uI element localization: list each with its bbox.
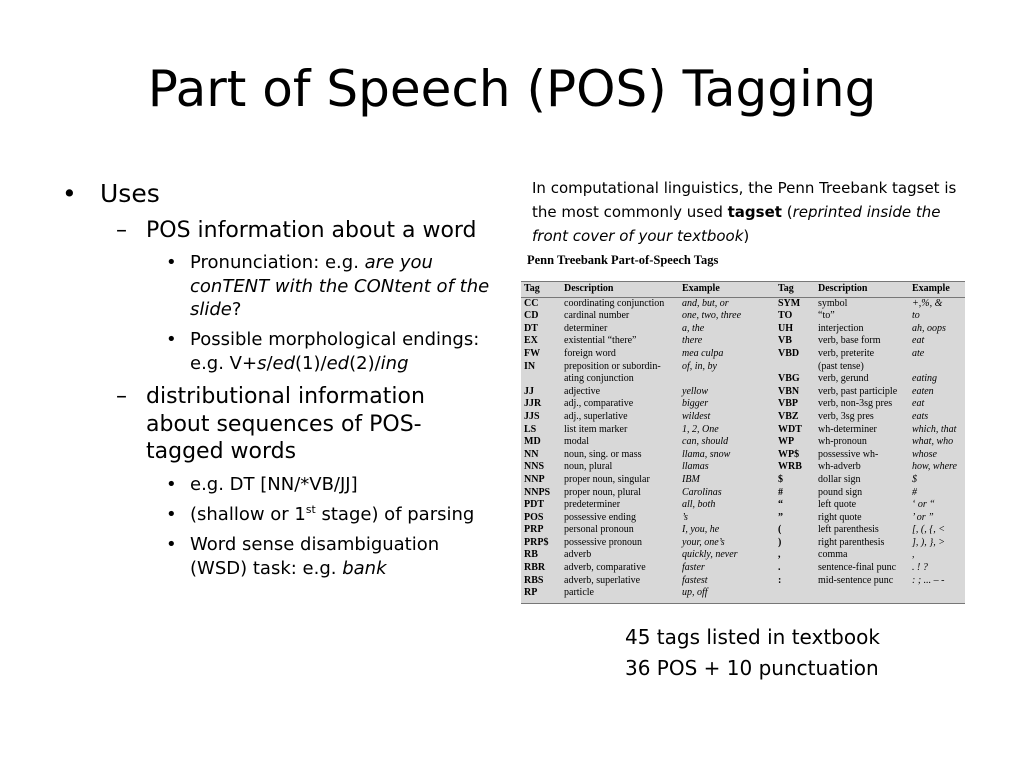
table-cell: IN	[524, 360, 536, 372]
table-row	[521, 297, 965, 310]
table-cell: adj., comparative	[564, 398, 634, 410]
table-cell: FW	[524, 347, 541, 359]
table-cell: NNP	[524, 473, 545, 485]
table-row	[521, 587, 965, 600]
table-cell	[521, 373, 561, 386]
penn-treebank-intro	[532, 176, 962, 248]
table-cell: bigger	[682, 398, 709, 410]
table-cell: VBP	[778, 398, 798, 410]
table-row	[521, 335, 965, 348]
table-cell: yellow	[682, 385, 709, 397]
wsd-example: bank	[342, 557, 387, 579]
table-row	[521, 474, 965, 487]
table-cell: llamas	[682, 461, 709, 473]
table-cell: WP$	[778, 448, 800, 460]
table-cell: how, where	[912, 461, 957, 473]
table-cell: cardinal number	[564, 310, 630, 322]
table-cell: whose	[912, 448, 937, 460]
table-row	[521, 373, 965, 386]
table-cell: right parenthesis	[818, 536, 885, 548]
table-cell: 1, 2, One	[682, 423, 719, 435]
table-cell: personal pronoun	[564, 524, 634, 536]
table-cell: [, (, {, <	[912, 524, 945, 536]
table-cell: there	[682, 335, 703, 347]
bullet-dot-icon: •	[166, 252, 177, 274]
table-cell: VBD	[778, 347, 800, 359]
table-cell: JJR	[524, 398, 542, 410]
table-cell: IBM	[682, 473, 700, 485]
table-row	[521, 562, 965, 575]
table-cell: WDT	[778, 423, 802, 435]
table-row	[521, 436, 965, 449]
table-cell: predeterminer	[564, 499, 621, 511]
table-cell: ate	[912, 347, 925, 359]
pronunciation-suffix: ?	[231, 299, 242, 321]
table-header-cell: Description	[815, 282, 909, 297]
table-cell: one, two, three	[682, 310, 742, 322]
table-cell: verb, 3sg pres	[818, 410, 874, 422]
table-cell: ,	[912, 549, 915, 561]
table-cell: wh-pronoun	[818, 436, 867, 448]
table-cell	[815, 587, 909, 600]
table-cell: WP	[778, 436, 795, 448]
distributional-text: distributional information about sequences of POS-tagged words	[146, 384, 425, 465]
table-row	[521, 461, 965, 474]
table-cell: adj., superlative	[564, 410, 628, 422]
table-cell: symbol	[818, 297, 848, 309]
table-header-cell: Description	[561, 282, 679, 297]
morph-n2: (2)/	[349, 352, 381, 374]
table-cell: RBR	[524, 562, 546, 574]
dash-icon: –	[116, 384, 127, 410]
table-cell: can, should	[682, 436, 729, 448]
table-cell: UH	[778, 322, 793, 334]
pronunciation-example: are you conTENT with the CONtent of the slide	[190, 252, 490, 321]
table-cell: verb, preterite	[818, 347, 875, 359]
table-cell: ], ), }, >	[912, 536, 945, 548]
table-cell: dollar sign	[818, 473, 861, 485]
table-cell: PDT	[524, 499, 544, 511]
table-cell: : ; ... – -	[912, 574, 945, 586]
morph-ed2: ed	[326, 352, 350, 374]
table-cell: modal	[564, 436, 589, 448]
bullet-dot-icon: •	[166, 534, 177, 556]
table-cell: mid-sentence punc	[818, 574, 894, 586]
table-cell: I, you, he	[682, 524, 720, 536]
table-cell: left parenthesis	[818, 524, 879, 536]
table-cell: verb, past participle	[818, 385, 898, 397]
morph-prefix: Possible morphological endings: e.g. V+	[190, 329, 480, 374]
table-cell: noun, sing. or mass	[564, 448, 642, 460]
table-cell: foreign word	[564, 347, 616, 359]
table-cell: +,%, &	[912, 297, 943, 309]
subbullet-pos-info	[62, 217, 492, 245]
table-cell: list item marker	[564, 423, 628, 435]
table-cell: “	[778, 499, 783, 511]
morph-sep: /	[266, 352, 273, 374]
table-cell: coordinating conjunction	[564, 297, 665, 309]
tag-count-summary	[625, 622, 880, 684]
footer-line-1: 45 tags listed in textbook	[625, 625, 880, 649]
table-cell: VBN	[778, 385, 800, 397]
table-cell: “to”	[818, 310, 835, 322]
pos-tag-table	[521, 282, 965, 600]
table-cell: )	[778, 536, 782, 548]
table-cell	[775, 361, 815, 374]
table-cell: fastest	[682, 574, 708, 586]
table-row	[521, 411, 965, 424]
table-row	[521, 348, 965, 361]
table-cell: adjective	[564, 385, 601, 397]
table-cell	[679, 373, 775, 386]
table-cell: CC	[524, 297, 539, 309]
shallow-sup: st	[305, 503, 316, 517]
table-cell: MD	[524, 436, 541, 448]
table-cell: eat	[912, 335, 925, 347]
table-cell: and, but, or	[682, 297, 729, 309]
bullet-dot-icon: •	[62, 179, 77, 208]
item-pronunciation	[62, 251, 492, 321]
table-title: Penn Treebank Part-of-Speech Tags	[527, 253, 719, 267]
table-cell: Carolinas	[682, 486, 722, 498]
table-cell: $	[912, 473, 917, 485]
table-cell: verb, gerund	[818, 373, 869, 385]
table-cell: wh-determiner	[818, 423, 877, 435]
table-cell: possessive pronoun	[564, 536, 643, 548]
footer-line-2: 36 POS + 10 punctuation	[625, 656, 879, 680]
table-row	[521, 512, 965, 525]
table-cell: all, both	[682, 499, 716, 511]
table-cell: #	[778, 486, 783, 498]
table-cell: a, the	[682, 322, 705, 334]
dt-example-text: e.g. DT [NN/*VB/JJ]	[190, 473, 358, 495]
intro-bold: tagset	[727, 203, 782, 221]
table-cell: possessive wh-	[818, 448, 879, 460]
table-cell: EX	[524, 335, 538, 347]
table-cell: adverb, superlative	[564, 574, 641, 586]
table-cell: $	[778, 473, 783, 485]
table-cell: verb, non-3sg pres	[818, 398, 893, 410]
table-cell: pound sign	[818, 486, 863, 498]
table-cell: wildest	[682, 410, 711, 422]
table-cell: WRB	[778, 461, 802, 473]
table-cell: possessive ending	[564, 511, 636, 523]
table-cell: (	[778, 524, 782, 536]
item-wsd	[62, 533, 492, 580]
intro-prefix: In computational linguistics, the Penn Treebank tagset is the most commonly used	[532, 179, 957, 221]
table-cell: ,	[778, 549, 781, 561]
table-cell: eating	[912, 373, 937, 385]
table-header-cell: Tag	[521, 282, 561, 297]
subbullet-distributional	[62, 383, 492, 466]
table-cell: which, that	[912, 423, 957, 435]
wsd-prefix: Word sense disambiguation (WSD) task: e.g.	[190, 534, 440, 579]
table-cell: TO	[778, 310, 793, 322]
table-cell: proper noun, singular	[564, 473, 650, 485]
intro-open: (	[781, 203, 793, 221]
table-cell: SYM	[778, 297, 801, 309]
morph-ing: ing	[380, 352, 409, 374]
table-cell: :	[778, 574, 782, 586]
table-cell: ’s	[682, 511, 688, 523]
table-body	[521, 297, 965, 600]
table-row	[521, 310, 965, 323]
table-row	[521, 524, 965, 537]
table-cell: ating conjunction	[564, 373, 634, 385]
table-cell: wh-adverb	[818, 461, 861, 473]
table-cell: NN	[524, 448, 539, 460]
pos-info-text: POS information about a word	[146, 217, 477, 243]
bullet-dot-icon: •	[166, 473, 177, 495]
table-cell: CD	[524, 310, 539, 322]
table-cell: llama, snow	[682, 448, 731, 460]
table-cell: ‘ or “	[912, 499, 935, 511]
uses-label: Uses	[100, 179, 160, 208]
table-row	[521, 398, 965, 411]
table-cell: right quote	[818, 511, 862, 523]
table-cell: (past tense)	[818, 360, 864, 372]
intro-close: )	[743, 227, 750, 245]
table-row	[521, 537, 965, 550]
table-row	[521, 575, 965, 588]
shallow-suffix: stage) of parsing	[315, 504, 475, 526]
table-cell: quickly, never	[682, 549, 738, 561]
pronunciation-prefix: Pronunciation: e.g.	[190, 252, 365, 274]
table-cell: interjection	[818, 322, 864, 334]
table-cell: #	[912, 486, 917, 498]
table-header-cell: Example	[909, 282, 965, 297]
table-cell: RP	[524, 587, 538, 599]
table-cell	[775, 587, 815, 600]
dash-icon: –	[116, 217, 127, 243]
morph-s: s	[257, 352, 267, 374]
table-cell: your, one’s	[682, 536, 725, 548]
table-header-cell: Example	[679, 282, 775, 297]
table-cell	[909, 587, 965, 600]
bullet-uses	[62, 180, 492, 209]
table-cell: NNS	[524, 461, 545, 473]
shallow-prefix: (shallow or 1	[190, 504, 306, 526]
bullet-dot-icon: •	[166, 504, 177, 526]
table-cell: comma	[818, 549, 848, 561]
table-cell: of, in, by	[682, 360, 717, 372]
intro-italic: reprinted inside the front cover of your textbook	[532, 203, 941, 245]
bullet-dot-icon: •	[166, 329, 177, 351]
table-header-cell: Tag	[775, 282, 815, 297]
item-dt-example	[62, 473, 492, 496]
table-cell: eat	[912, 398, 925, 410]
morph-ed1: ed	[272, 352, 296, 374]
table-cell: PRP	[524, 524, 544, 536]
table-cell: verb, base form	[818, 335, 881, 347]
table-cell: JJS	[524, 410, 540, 422]
table-cell: . ! ?	[912, 562, 928, 574]
table-cell: mea culpa	[682, 347, 724, 359]
table-cell: eaten	[912, 385, 934, 397]
item-shallow-parsing	[62, 503, 492, 526]
table-cell	[909, 361, 965, 374]
item-morphology	[62, 328, 492, 375]
table-cell: eats	[912, 410, 929, 422]
table-cell: proper noun, plural	[564, 486, 641, 498]
table-row	[521, 386, 965, 399]
table-cell: ah, oops	[912, 322, 946, 334]
table-cell: VBG	[778, 373, 800, 385]
table-cell: to	[912, 310, 920, 322]
table-cell: sentence-final punc	[818, 562, 897, 574]
table-cell: DT	[524, 322, 538, 334]
table-cell: VBZ	[778, 410, 799, 422]
table-cell: JJ	[524, 385, 534, 397]
table-cell: ”	[778, 511, 783, 523]
uses-bullet-list	[62, 180, 492, 580]
table-cell: determiner	[564, 322, 608, 334]
table-cell: adverb, comparative	[564, 562, 646, 574]
table-cell: adverb	[564, 549, 592, 561]
table-cell: VB	[778, 335, 792, 347]
table-cell: what, who	[912, 436, 954, 448]
table-cell: POS	[524, 511, 544, 523]
table-cell: preposition or subordin-	[564, 360, 661, 372]
table-row	[521, 549, 965, 562]
table-cell: up, off	[682, 587, 708, 599]
table-cell: existential “there”	[564, 335, 637, 347]
slide-title: Part of Speech (POS) Tagging	[147, 60, 877, 118]
table-cell: RBS	[524, 574, 544, 586]
table-row	[521, 487, 965, 500]
table-header-row	[521, 282, 965, 297]
table-cell: .	[778, 562, 781, 574]
table-row	[521, 323, 965, 336]
table-cell: LS	[524, 423, 537, 435]
morph-n1: (1)/	[295, 352, 327, 374]
table-cell: PRP$	[524, 536, 549, 548]
table-row	[521, 361, 965, 374]
table-cell: left quote	[818, 499, 857, 511]
table-row	[521, 424, 965, 437]
table-row	[521, 499, 965, 512]
table-cell: ’ or ”	[912, 511, 934, 523]
pos-tag-table-image	[521, 281, 965, 604]
table-cell: RB	[524, 549, 538, 561]
table-cell: particle	[564, 587, 594, 599]
table-cell: faster	[682, 562, 705, 574]
table-row	[521, 449, 965, 462]
table-cell: NNPS	[524, 486, 551, 498]
table-cell: noun, plural	[564, 461, 613, 473]
